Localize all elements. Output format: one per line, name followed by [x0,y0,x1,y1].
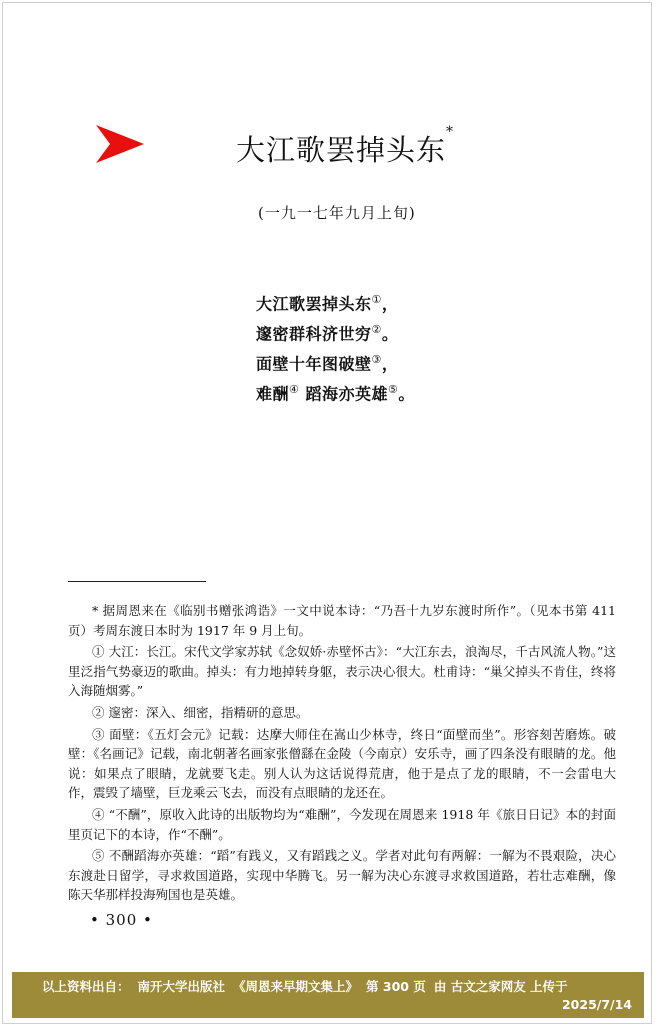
poem-line: 难酬④ 蹈海亦英雄⑤。 [256,383,415,404]
footnote: * 据周恩来在《临别书赠张鸿诰》一文中说本诗：“乃吾十九岁东渡时所作”。（见本书第 411 页）考周东渡日本时为 1917 年 9 月上旬。 [68,603,616,638]
poem-title: 大江歌罢掉头东* [236,124,455,167]
red-arrow-icon [96,125,144,163]
page-ref: 第 300 页 [366,979,426,994]
footnote-divider [68,581,206,582]
page-number: • 300 • [90,911,153,929]
book-title: 《周恩来早期文集上》 [233,979,359,994]
footnote: ① 大江：长江。宋代文学家苏轼《念奴娇·赤壁怀古》：“大江东去，浪淘尽，千古风流人物。”这里泛指气势豪迈的歌曲。掉头：有力地掉转身躯，表示决心很大。杜甫诗：“巢父掉头不肯住，终将入海随烟雾。” [68,644,616,699]
source-prefix: 以上资料出自： [42,979,130,994]
poem-date: (一九一七年九月上旬) [258,204,416,222]
poem-body [256,285,415,405]
footnotes [68,601,616,907]
poem-line: 大江歌罢掉头东①， [256,293,399,314]
publisher: 南开大学出版社 [137,979,226,994]
uploader: 由 古文之家网友 上传于 [433,979,568,994]
poem-line: 邃密群科济世穷②。 [256,323,399,344]
source-line [42,977,576,995]
poem-line: 面壁十年图破壁③， [256,353,399,374]
footnote: ⑤ 不酬蹈海亦英雄：“蹈”有践义，又有蹈践之义。学者对此句有两解：一解为不畏艰险，决心东渡赴日留学，寻求救国道路，实现中华腾飞。另一解为决心东渡寻求救国道路，若壮志难酬，像陈天华那样投海殉国也是英雄。 [68,848,616,903]
footnote: ③ 面壁：《五灯会元》记载：达摩大师住在嵩山少林寺，终日“面壁而坐”。形容刻苦磨炼。破壁：《名画记》记载，南北朝著名画家张僧繇在金陵（今南京）安乐寺，画了四条没有眼睛的龙。他说：如果点了眼睛，龙就要飞走。别人认为这话说得荒唐，他于是点了龙的眼睛，不一会雷电大作，震毁了墙壁，巨龙乘云飞去，而没有点眼睛的龙还在。 [68,726,616,801]
upload-date: 2025/7/14 [561,997,632,1012]
source-footer [12,972,644,1018]
footnote: ④ “不酬”，原收入此诗的出版物均为“难酬”，今发现在周恩来 1918 年《旅日日记》本的封面里页记下的本诗，作“不酬”。 [68,806,616,842]
footnote: ② 邃密：深入、细密，指精研的意思。 [92,704,309,720]
